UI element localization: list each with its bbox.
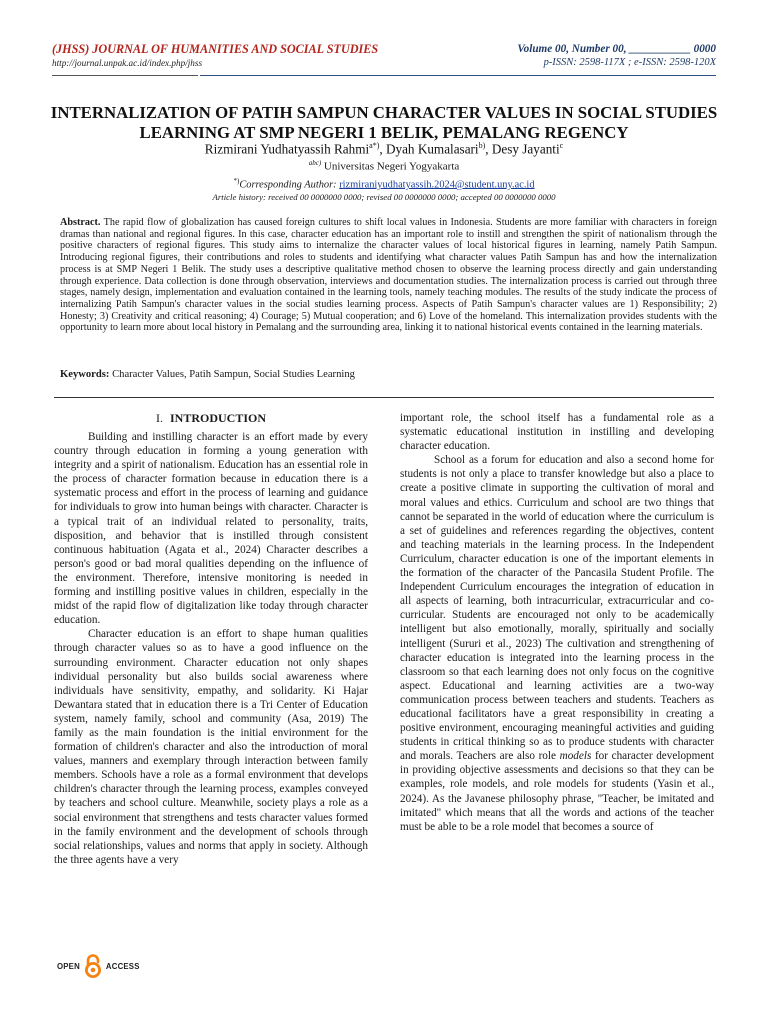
affiliation-mark: abc): [308, 159, 322, 167]
author-name: Dyah Kumalasari: [385, 141, 479, 157]
author-separator: ,: [379, 141, 386, 157]
journal-header: [52, 42, 716, 76]
corresponding-mark: *): [233, 177, 240, 185]
keywords: [60, 369, 717, 380]
author-name: Desy Jayanti: [491, 141, 560, 157]
author-affil-mark: a*): [369, 141, 380, 150]
open-access-label-right: ACCESS: [105, 961, 140, 971]
paragraph-text: for character development in providing objective assessments and decisions so that they can be examples, role models, and role models for students (Yasin et al., 2024). As the Javanese philosophy phrase, "Teacher, be imitated and imitated" which means that all the words and actions of the teacher must be able to be a role model that becomes a source of: [400, 750, 714, 833]
author-affil-mark: b): [478, 141, 486, 150]
body-paragraph: [400, 453, 714, 834]
body-paragraph: Building and instilling character is an effort made by every country through education in forming a young generation with integrity and a spirit of nationalism. Education has an essential role in the process of character formation because in education there is a systematic process and effort in the process of learning and guidance for individuals to grow into human beings with character. Character is a typical trait of an individual related to personality, traits, disposition, and behavior that is instilled through consistent continuous habituation (Agata et al., 2024) Character describes a person's good or bad moral qualities depending on the influence of the environment. Therefore, intensive monitoring is needed in forming and instilling positive values in children, especially in the midst of the rapid flow of digitalization like today through character education.: [54, 431, 368, 627]
author-affil-mark: c: [559, 141, 564, 150]
corresponding-author: [0, 177, 768, 190]
section-title: INTRODUCTION: [169, 411, 266, 425]
volume-info: Volume 00, Number 00, ___________ 0000: [517, 43, 716, 55]
journal-name: (JHSS) JOURNAL OF HUMANITIES AND SOCIAL STUDIES: [52, 42, 379, 56]
open-access-lock-icon: [82, 954, 104, 978]
abstract-text: The rapid flow of globalization has caused foreign cultures to shift local values in Indonesia. Students are more familiar with characters in foreign dramas than national and regional figures. In this case, character education has an important role to instill and strengthen the spirit of nationalism through the positive characters of regional figures. This study aims to internalize the character values of local historical figures in learning, namely Patih Sampun. Introducing regional figures, their contributions and roles to students and identifying what character values Patih Sampun has and how the internalization process is at SMP Negeri 1 Belik. The study uses a descriptive qualitative method chosen to observe the learning process directly and gain understanding through experience. Data collection is done through observation, interviews and documentation studies. The internalization process is carried out through three stages, namely design, implementation and evaluation contained in the learning tools, namely teaching modules. The results of the study indicate the process of internalizing Patih Sampun's character values in the social studies learning process. Aspects of Patih Sampun's character values are 1) Responsibility; 2) Honesty; 3) Creativity and critical reasoning; 4) Courage; 5) Mutual cooperation; and 6) Love of the homeland. This internalization provides students with the opportunity to learn more about local history in Pemalang and the surrounding area, linking it to national historical events contained in the learning materials.: [60, 217, 717, 334]
section-number: I.: [155, 411, 163, 425]
journal-url[interactable]: http://journal.unpak.ac.id/index.php/jhss: [52, 58, 203, 68]
body-column-left: [54, 411, 368, 867]
header-divider-right: [200, 75, 716, 76]
section-heading: [54, 411, 368, 425]
affiliation-name: Universitas Negeri Yogyakarta: [323, 160, 460, 173]
header-divider-left: [52, 75, 198, 76]
abstract-divider: [54, 397, 714, 398]
emphasis-text: models: [559, 750, 592, 763]
article-history: Article history: received 00 0000000 0000; revised 00 0000000 0000; accepted 00 0000000 0000: [212, 192, 556, 202]
open-access-logo: [57, 954, 140, 978]
corresponding-label: Corresponding Author:: [239, 179, 340, 191]
body-column-right: [400, 411, 714, 834]
body-paragraph: Character education is an effort to shape human qualities through character values so as to have a good influence on the surrounding environment. Character education not only shapes individual personality but also builds social awareness where individuals have sensitivity, empathy, and solidarity. Ki Hajar Dewantara stated that in education there is a Tri Center of Education system, namely family, school and community (Asa, 2019) The family as the main foundation is the initial environment for the formation of children's character and also the introduction of moral values, manners and exemplary through interaction between family members. Schools have a role as a formal environment that develops children's character through the learning process, examples conveyed by teachers and school culture. Meanwhile, society plays a role as a social environment that strengthens and tests character values formed in the family environment and the development of schools through social relationships, values and norms that apply in society. Although the three agents have a very: [54, 628, 368, 866]
author-separator: ,: [485, 141, 492, 157]
abstract-label: Abstract.: [60, 217, 101, 228]
body-paragraph-continued: important role, the school itself has a fundamental role as a systematic educational institution in instilling and developing character education.: [400, 412, 714, 453]
abstract: [60, 217, 717, 334]
paper-title: INTERNALIZATION OF PATIH SAMPUN CHARACTER VALUES IN SOCIAL STUDIES LEARNING AT SMP NEGERI 1 BELIK, PEMALANG REGENCY: [50, 103, 718, 142]
corresponding-email-link[interactable]: rizmiraniyudhatyassih.2024@student.uny.ac.id: [339, 179, 535, 191]
issn-info: p-ISSN: 2598-117X ; e-ISSN: 2598-120X: [543, 57, 716, 68]
paragraph-text: School as a forum for education and also a second home for students is not only a place to transfer knowledge but also a place to create a positive climate in supporting the cultivation of moral and moral values and ethics. Curriculum and school are two things that cannot be separated in the world of education where the curriculum is a set of guidelines and references regarding the objectives, content and teaching materials in the learning process. In the Independent Curriculum, character education is one of the important elements in the formation of the character of the Pancasila Student Profile. The Independent Curriculum encourages the integration of education in all aspects of learning, both intracurricular, extracurricular and co-curricular. Students are encouraged not only to be academically intelligent but also emotionally, morally, spiritually and socially intelligent (Sururi et al., 2023) The cultivation and strengthening of character education is integrated into the learning process in the classroom so that each learning does not only focus on the cognitive aspect. Educational and learning activities are a two-way communication process between teachers and students. Teachers as educational facilitators have a great responsibility in creating a positive environment, encouraging meaningful activities and guiding students in critical thinking so as to produce students with character and morals. Teachers are also role: [400, 454, 714, 763]
keywords-text: Character Values, Patih Sampun, Social Studies Learning: [109, 369, 355, 380]
author-list: [0, 141, 768, 157]
keywords-label: Keywords:: [60, 369, 110, 380]
affiliation: [0, 159, 768, 173]
author-name: Rizmirani Yudhatyassih Rahmi: [204, 141, 370, 157]
open-access-label-left: OPEN: [57, 961, 80, 971]
